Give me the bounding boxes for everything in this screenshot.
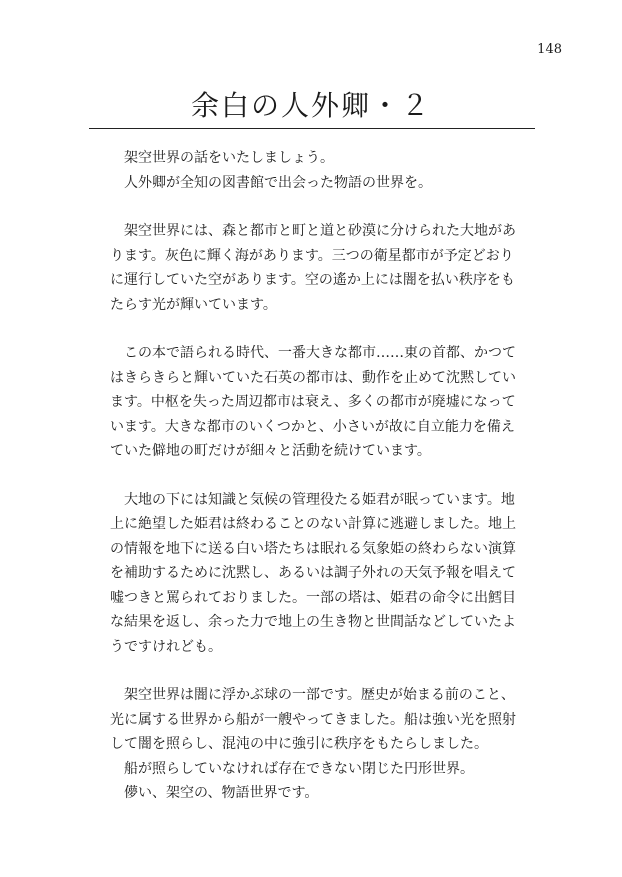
paragraph-3 [110,341,540,464]
text-line: して闇を照らし、混沌の中に強引に秩序をもたらしました。 [110,736,488,752]
text-line: ります。灰色に輝く海があります。三つの衛星都市が予定どおり [110,247,514,264]
text-line: 大地の下には知識と気候の管理役たる姫君が眠っています。地 [110,491,515,508]
text-line: たらす光が輝いています。 [110,296,277,313]
text-line: うですけれども。 [110,638,222,655]
text-line: を補助するために沈黙し、あるいは調子外れの天気予報を唱えて [110,565,516,581]
title-rule [89,128,535,129]
text-line: 儚い、架空の、物語世界です。 [110,785,319,801]
body-text [110,146,540,830]
text-line: に運行していた空があります。空の遙か上には闇を払い秩序をも [110,272,515,288]
text-line: います。大きな都市のいくつかと、小さいが故に自立能力を備え [110,418,515,435]
text-line: な結果を返し、余った力で地上の生き物と世間話などしていたよ [110,614,516,630]
text-line: 光に属する世界から船が一艘やってきました。船は強い光を照射 [110,711,516,728]
text-line: この本で語られる時代、一番大きな都市……東の首都、かつて [110,345,516,361]
text-line: 嘘つきと罵られておりました。一部の塔は、姫君の命令に出鱈目 [110,589,516,606]
paragraph-5 [110,683,540,806]
text-line: 架空世界の話をいたしましょう。 [110,150,334,166]
text-line: 船が照らしていなければ存在できない閉じた円形世界。 [110,760,474,777]
text-line: ていた僻地の町だけが細々と活動を続けています。 [110,443,431,459]
text-line: はきらきらと輝いていた石英の都市は、動作を止めて沈黙してい [110,369,516,386]
paragraph-1 [110,146,540,195]
text-line: 上に絶望した姫君は終わることのない計算に逃避しました。地上 [110,516,516,532]
text-line: 架空世界は闇に浮かぶ球の一部です。歴史が始まる前のこと、 [110,687,515,703]
text-line: 人外卿が全知の図書館で出会った物語の世界を。 [110,174,432,191]
text-line: の情報を地下に送る白い塔たちは眠れる気象姫の終わらない演算 [110,540,516,557]
chapter-title: 余白の人外卿・２ [190,89,431,122]
text-line: ます。中枢を失った周辺都市は衰え、多くの都市が廃墟になって [110,394,516,410]
paragraph-4 [110,488,540,660]
paragraph-2 [110,219,540,317]
page-number: 148 [537,42,562,57]
text-line: 架空世界には、森と都市と町と道と砂漠に分けられた大地があ [110,223,516,239]
